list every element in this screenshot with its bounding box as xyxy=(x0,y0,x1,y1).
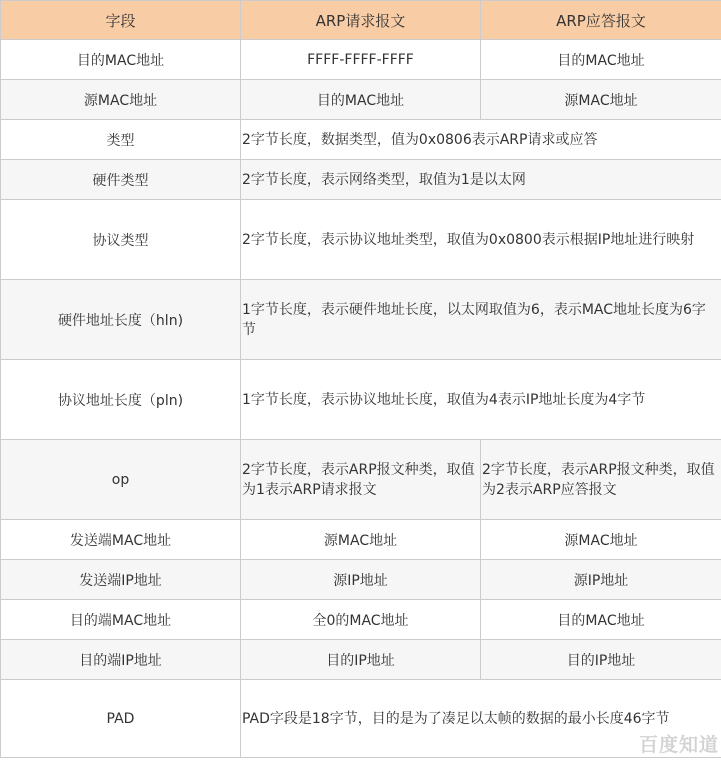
request-cell: 2字节长度，表示ARP报文种类，取值为1表示ARP请求报文 xyxy=(241,440,481,520)
reply-cell: 源MAC地址 xyxy=(481,520,721,560)
table-row xyxy=(1,200,721,280)
reply-cell: 目的IP地址 xyxy=(481,640,721,680)
table-row xyxy=(1,80,721,120)
reply-cell: 目的MAC地址 xyxy=(481,600,721,640)
field-name-cell: 目的端MAC地址 xyxy=(1,600,241,640)
shared-description-cell: 1字节长度，表示硬件地址长度，以太网取值为6，表示MAC地址长度为6字节 xyxy=(241,280,721,360)
field-name-cell: 发送端MAC地址 xyxy=(1,520,241,560)
table-row xyxy=(1,440,721,520)
table-row xyxy=(1,360,721,440)
shared-description-cell: PAD字段是18字节，目的是为了凑足以太帧的数据的最小长度46字节 xyxy=(241,680,721,758)
request-cell: 目的MAC地址 xyxy=(241,80,481,120)
field-name-cell: 源MAC地址 xyxy=(1,80,241,120)
table-row xyxy=(1,680,721,758)
field-name-cell: op xyxy=(1,440,241,520)
watermark-logo: 百度知道 xyxy=(638,734,719,756)
shared-description-cell: 2字节长度，数据类型，值为0x0806表示ARP请求或应答 xyxy=(241,120,721,160)
reply-cell: 目的MAC地址 xyxy=(481,40,721,80)
reply-cell: 源MAC地址 xyxy=(481,80,721,120)
table-row xyxy=(1,120,721,160)
request-cell: 源MAC地址 xyxy=(241,520,481,560)
table-row xyxy=(1,160,721,200)
table-row xyxy=(1,280,721,360)
request-cell: 目的IP地址 xyxy=(241,640,481,680)
field-name-cell: 目的MAC地址 xyxy=(1,40,241,80)
field-name-cell: 协议地址长度（pln) xyxy=(1,360,241,440)
request-cell: 源IP地址 xyxy=(241,560,481,600)
table-row xyxy=(1,600,721,640)
field-name-cell: 目的端IP地址 xyxy=(1,640,241,680)
shared-description-cell: 2字节长度，表示协议地址类型，取值为0x0800表示根据IP地址进行映射 xyxy=(241,200,721,280)
field-name-cell: PAD xyxy=(1,680,241,758)
field-name-cell: 硬件类型 xyxy=(1,160,241,200)
table-row xyxy=(1,640,721,680)
column-header-request: ARP请求报文 xyxy=(241,1,481,40)
request-cell: FFFF-FFFF-FFFF xyxy=(241,40,481,80)
table-row xyxy=(1,520,721,560)
field-name-cell: 发送端IP地址 xyxy=(1,560,241,600)
shared-description-cell: 1字节长度，表示协议地址长度，取值为4表示IP地址长度为4字节 xyxy=(241,360,721,440)
reply-cell: 2字节长度，表示ARP报文种类，取值为2表示ARP应答报文 xyxy=(481,440,721,520)
table-row xyxy=(1,40,721,80)
field-name-cell: 硬件地址长度（hln) xyxy=(1,280,241,360)
column-header-field: 字段 xyxy=(1,1,241,40)
field-name-cell: 协议类型 xyxy=(1,200,241,280)
field-name-cell: 类型 xyxy=(1,120,241,160)
request-cell: 全0的MAC地址 xyxy=(241,600,481,640)
column-header-reply: ARP应答报文 xyxy=(481,1,721,40)
reply-cell: 源IP地址 xyxy=(481,560,721,600)
table-header-row xyxy=(1,1,721,40)
shared-description-cell: 2字节长度，表示网络类型，取值为1是以太网 xyxy=(241,160,721,200)
table-row xyxy=(1,560,721,600)
